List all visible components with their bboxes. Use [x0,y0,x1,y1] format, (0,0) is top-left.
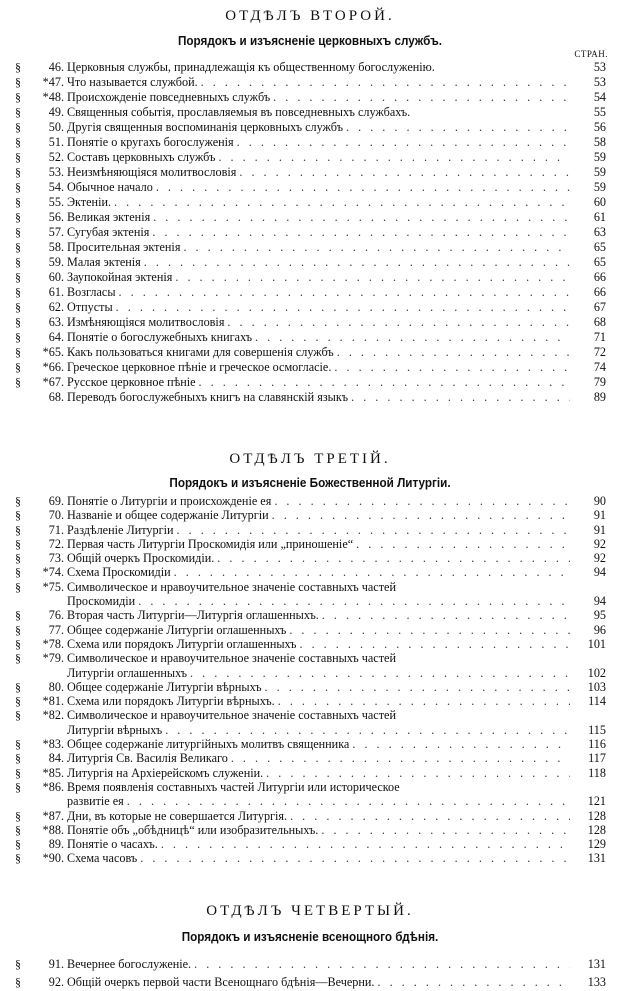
entry-title: Общій очеркъ первой части Всенощнаго бдѣнія—Вечерни. [67,974,377,991]
dot-leader [161,837,570,851]
section-sign: § [11,494,25,508]
dot-leader [177,523,570,537]
section-subtitle: Порядокъ и изъясненіе всенощного бдѣнія. [31,929,589,944]
entry-title: Понятіе о богослужебныхъ книгахъ [67,330,255,345]
section-sign: § [11,225,25,240]
contents-entry-continuation[interactable] [0,723,620,737]
contents-list [0,956,620,991]
dot-leader [201,75,570,90]
entry-number: *83. [26,737,64,751]
section-sign: § [11,345,25,360]
pages-column-header: СТРАН. [574,49,608,59]
entry-number: 57. [26,225,64,240]
entry-number: 77. [26,623,64,637]
contents-entry[interactable] [0,150,620,165]
contents-entry[interactable] [0,255,620,270]
page-number: 68 [570,315,606,330]
dot-leader [116,300,570,315]
section-sign: § [11,135,25,150]
section-sign: § [11,90,25,105]
page-number: 128 [570,809,606,823]
dot-leader [266,766,570,780]
entry-number: *75. [26,580,64,594]
contents-entry[interactable] [0,120,620,135]
dot-leader [377,974,570,991]
entry-number: *82. [26,708,64,722]
contents-entry[interactable] [0,766,620,780]
entry-title: Литургія на Архіерейскомъ служеніи. [67,766,266,780]
dot-leader [218,150,570,165]
entry-number: 92. [26,974,64,991]
entry-number: 54. [26,180,64,195]
page-number: 59 [570,180,606,195]
section-sign: § [11,360,25,375]
section-sign: § [11,315,25,330]
entry-number: 55. [26,195,64,210]
entry-title-continued: развитіе ея [67,794,127,808]
dot-leader [153,210,570,225]
entry-title-continued: Проскомидіи [67,594,138,608]
contents-entry[interactable] [0,105,620,120]
entry-number: 80. [26,680,64,694]
contents-entry[interactable] [0,651,620,665]
contents-entry[interactable] [0,851,620,865]
contents-entry[interactable] [0,537,620,551]
entry-title: Символическое и нравоучительное значеніе составныхъ частей [67,580,399,594]
section-sign: § [11,751,25,765]
entry-title: Великая эктенія [67,210,153,225]
page-number: 115 [570,723,606,737]
contents-entry[interactable] [0,60,620,75]
entry-title: Что называется службой. [67,75,201,90]
section-sign: § [11,255,25,270]
entry-number: *88. [26,823,64,837]
page-number: 65 [570,240,606,255]
entry-title: Греческое церковное пѣніе и греческое осмогласіе. [67,360,334,375]
section-sign: § [11,565,25,579]
entry-title: Обычное начало [67,180,156,195]
entry-number: *48. [26,90,64,105]
dot-leader [165,723,570,737]
section-sign: § [11,651,25,665]
page-number: 71 [570,330,606,345]
entry-number: 49. [26,105,64,120]
entry-title: Понятіе о часахъ. [67,837,161,851]
contents-entry[interactable] [0,680,620,694]
contents-entry[interactable] [0,751,620,765]
dot-leader [273,90,570,105]
dot-leader [352,737,570,751]
entry-number: 56. [26,210,64,225]
contents-entry[interactable] [0,180,620,195]
page-number: 114 [570,694,606,708]
entry-number: 68. [26,390,64,405]
page-number: 61 [570,210,606,225]
section-title: ОТДѢЛЪ ЧЕТВЕРТЫЙ. [0,903,620,920]
contents-entry[interactable] [0,330,620,345]
contents-entry-continuation[interactable] [0,666,620,680]
entry-title: Неизмѣняющіяся молитвословія [67,165,239,180]
contents-entry[interactable] [0,285,620,300]
page-number: 95 [570,608,606,622]
page-number: 55 [570,105,606,120]
dot-leader [144,255,570,270]
section-sign: § [11,694,25,708]
contents-entry[interactable] [0,210,620,225]
section-sign: § [11,60,25,75]
dot-leader [183,240,570,255]
entry-number: 62. [26,300,64,315]
contents-entry[interactable] [0,195,620,210]
page-number: 121 [570,794,606,808]
dot-leader [190,666,570,680]
entry-number: 61. [26,285,64,300]
section-title: ОТДѢЛЪ ВТОРОЙ. [0,8,620,25]
entry-title: Сугубая эктенія [67,225,152,240]
contents-entry[interactable] [0,375,620,390]
entry-number: 91. [26,956,64,974]
section-sign: § [11,851,25,865]
entry-title: Просительная эктенія [67,240,183,255]
section-sign: § [11,75,25,90]
page-number: 94 [570,594,606,608]
page-number: 117 [570,751,606,765]
entry-number: 84. [26,751,64,765]
section-sign: § [11,120,25,135]
entry-title: Понятіе о кругахъ богослуженія [67,135,237,150]
contents-entry[interactable] [0,551,620,565]
section-sign: § [11,508,25,522]
contents-entry[interactable] [0,823,620,837]
entry-number: *67. [26,375,64,390]
section-sign: § [11,523,25,537]
dot-leader [127,794,570,808]
entry-number: 72. [26,537,64,551]
contents-entry[interactable] [0,809,620,823]
entry-title: Литургія Св. Василія Великаго [67,751,231,765]
page-number: 118 [570,766,606,780]
dot-leader [140,851,570,865]
contents-entry[interactable] [0,360,620,375]
page-number: 129 [570,837,606,851]
page-number: 131 [570,851,606,865]
dot-leader [265,680,570,694]
entry-number: 53. [26,165,64,180]
page-number: 131 [570,956,606,974]
page-number: 53 [570,60,606,75]
section-sign: § [11,823,25,837]
contents-entry[interactable] [0,135,620,150]
section-subtitle: Порядокъ и изъясненіе церковныхъ службъ. [31,33,589,48]
page-number: 91 [570,523,606,537]
page-number: 102 [570,666,606,680]
contents-entry[interactable] [0,315,620,330]
page-number: 60 [570,195,606,210]
contents-entry[interactable] [0,494,620,508]
dot-leader [237,135,570,150]
section-sign: § [11,150,25,165]
contents-entry[interactable] [0,75,620,90]
entry-number: 46. [26,60,64,75]
contents-entry[interactable] [0,608,620,622]
entry-number: 63. [26,315,64,330]
page-number: 89 [570,390,606,405]
dot-leader [174,565,570,579]
dot-leader [299,637,570,651]
page-number: 56 [570,120,606,135]
entry-number: 89. [26,837,64,851]
entry-title: Схема часовъ [67,851,140,865]
page-number: 66 [570,285,606,300]
entry-title-continued: Литургіи оглашенныхъ [67,666,190,680]
entry-title: Понятіе о Литургіи и происхожденіе ея [67,494,274,508]
page-number: 74 [570,360,606,375]
page-number: 58 [570,135,606,150]
entry-title: Измѣняющіяся молитвословія [67,315,227,330]
contents-entry-continuation[interactable] [0,594,620,608]
entry-title: Названіе и общее содержаніе Литургіи [67,508,272,522]
contents-entry[interactable] [0,580,620,594]
page-number: 72 [570,345,606,360]
section-sign: § [11,608,25,622]
contents-entry[interactable] [0,780,620,794]
section-title: ОТДѢЛЪ ТРЕТІЙ. [0,451,620,468]
entry-number: 58. [26,240,64,255]
entry-number: *79. [26,651,64,665]
contents-entry[interactable] [0,523,620,537]
dot-leader [194,956,570,974]
section-sign: § [11,210,25,225]
entry-title: Церковныя службы, принадлежащія къ общественному богослуженію. [67,60,438,75]
section-sign: § [11,300,25,315]
entry-number: *74. [26,565,64,579]
page-number: 66 [570,270,606,285]
entry-title: Возгласы [67,285,119,300]
contents-entry[interactable] [0,837,620,851]
entry-title: Общее содержаніе Литургіи вѣрныхъ [67,680,265,694]
page-number: 67 [570,300,606,315]
entry-title: Общее содержаніе литургійныхъ молитвъ священника [67,737,352,751]
section-sign: § [11,270,25,285]
section-subtitle: Порядокъ и изъясненіе Божественной Литургіи. [31,475,589,490]
section-sign: § [11,956,25,974]
contents-entry[interactable] [0,694,620,708]
dot-leader [322,608,570,622]
contents-list [0,494,620,866]
dot-leader [227,315,570,330]
dot-leader [337,345,570,360]
dot-leader [356,537,570,551]
section-sign: § [11,974,25,991]
dot-leader [290,809,570,823]
contents-entry[interactable] [0,225,620,240]
contents-entry[interactable] [0,565,620,579]
entry-title: Какъ пользоваться книгами для совершенія службъ [67,345,337,360]
entry-number: 70. [26,508,64,522]
page-number: 128 [570,823,606,837]
section-sign: § [11,766,25,780]
page-number: 94 [570,565,606,579]
section-sign: § [11,195,25,210]
contents-entry[interactable] [0,390,620,405]
entry-number: *85. [26,766,64,780]
section-sign: § [11,240,25,255]
entry-title: Схема или порядокъ Литургіи оглашенныхъ [67,637,299,651]
section-sign: § [11,375,25,390]
contents-entry[interactable] [0,974,620,991]
dot-leader [217,551,570,565]
entry-title: Отпусты [67,300,116,315]
contents-entry[interactable] [0,508,620,522]
dot-leader [272,508,570,522]
page-number: 116 [570,737,606,751]
entry-title: Составъ церковныхъ службъ [67,150,218,165]
entry-title: Переводъ богослужебныхъ книгъ на славянскій языкъ [67,390,351,405]
entry-title: Схема Проскомидіи [67,565,174,579]
page-number: 65 [570,255,606,270]
page-number: 53 [570,75,606,90]
entry-title: Общій очеркъ Проскомидіи. [67,551,217,565]
entry-number: *81. [26,694,64,708]
entry-title: Другія священныя воспоминанія церковныхъ службъ [67,120,346,135]
section-sign: § [11,580,25,594]
entry-title: Схема или порядокъ Литургіи вѣрныхъ. [67,694,278,708]
entry-title: Русское церковное пѣніе [67,375,199,390]
entry-number: *65. [26,345,64,360]
entry-title: Время появленія составныхъ частей Литургіи или историческое [67,780,403,794]
page-number: 101 [570,637,606,651]
section-sign: § [11,165,25,180]
section-sign: § [11,837,25,851]
dot-leader [138,594,570,608]
contents-entry[interactable] [0,270,620,285]
entry-title: Раздѣленіе Литургіи [67,523,177,537]
contents-entry[interactable] [0,737,620,751]
page-number: 103 [570,680,606,694]
entry-number: *90. [26,851,64,865]
entry-number: 50. [26,120,64,135]
section-sign: § [11,105,25,120]
page-number: 96 [570,623,606,637]
contents-entry[interactable] [0,90,620,105]
dot-leader [231,751,570,765]
dot-leader [255,330,570,345]
contents-entry[interactable] [0,637,620,651]
entry-title: Вечернее богослуженіе. [67,956,194,974]
section-sign: § [11,708,25,722]
entry-number: 51. [26,135,64,150]
contents-entry[interactable] [0,623,620,637]
entry-title: Общее содержаніе Литургіи оглашенныхъ [67,623,289,637]
section-sign: § [11,285,25,300]
dot-leader [239,165,570,180]
dot-leader [119,285,570,300]
dot-leader [274,494,570,508]
dot-leader [114,195,570,210]
page-number: 59 [570,150,606,165]
entry-number: *87. [26,809,64,823]
page-number: 90 [570,494,606,508]
contents-entry[interactable] [0,345,620,360]
dot-leader [278,694,570,708]
entry-number: 73. [26,551,64,565]
page-number: 59 [570,165,606,180]
section-sign: § [11,780,25,794]
dot-leader [199,375,570,390]
entry-title: Происхожденіе повседневныхъ службъ [67,90,273,105]
entry-number: *78. [26,637,64,651]
entry-number: 59. [26,255,64,270]
contents-entry[interactable] [0,956,620,974]
entry-number: 52. [26,150,64,165]
contents-list [0,60,620,405]
page-number: 63 [570,225,606,240]
dot-leader [175,270,570,285]
section-sign: § [11,537,25,551]
page-number: 54 [570,90,606,105]
entry-number: 76. [26,608,64,622]
dot-leader [152,225,570,240]
entry-title: Дни, въ которые не совершается Литургія. [67,809,290,823]
contents-entry[interactable] [0,240,620,255]
page-number: 133 [570,974,606,991]
entry-number: 69. [26,494,64,508]
section-sign: § [11,680,25,694]
section-sign: § [11,809,25,823]
section-sign: § [11,737,25,751]
dot-leader [334,360,570,375]
entry-title: Эктеніи. [67,195,114,210]
section-sign: § [11,623,25,637]
contents-entry-continuation[interactable] [0,794,620,808]
page-number: 92 [570,551,606,565]
dot-leader [321,823,570,837]
entry-number: *66. [26,360,64,375]
section-sign: § [11,637,25,651]
entry-title-continued: Литургіи вѣрныхъ [67,723,165,737]
entry-title: Первая часть Литургіи Проскомидія или „приношеніе“ [67,537,356,551]
entry-number: 71. [26,523,64,537]
entry-title: Понятіе объ „обѣдницѣ“ или изобразительныхъ. [67,823,321,837]
section-sign: § [11,180,25,195]
dot-leader [351,390,570,405]
contents-entry[interactable] [0,165,620,180]
contents-entry[interactable] [0,708,620,722]
entry-title: Священныя событія, прославляемыя въ повседневныхъ службахъ. [67,105,413,120]
entry-number: *47. [26,75,64,90]
entry-title: Символическое и нравоучительное значеніе составныхъ частей [67,651,399,665]
entry-number: 64. [26,330,64,345]
entry-title: Заупокойная эктенія [67,270,175,285]
entry-number: *86. [26,780,64,794]
page-number: 91 [570,508,606,522]
contents-entry[interactable] [0,300,620,315]
entry-title: Малая эктенія [67,255,144,270]
page-number: 92 [570,537,606,551]
dot-leader [346,120,570,135]
dot-leader [156,180,570,195]
section-sign: § [11,551,25,565]
entry-title: Символическое и нравоучительное значеніе составныхъ частей [67,708,399,722]
section-sign: § [11,330,25,345]
dot-leader [289,623,570,637]
entry-title: Вторая часть Литургіи—Литургія оглашенныхъ. [67,608,322,622]
page-number: 79 [570,375,606,390]
entry-number: 60. [26,270,64,285]
